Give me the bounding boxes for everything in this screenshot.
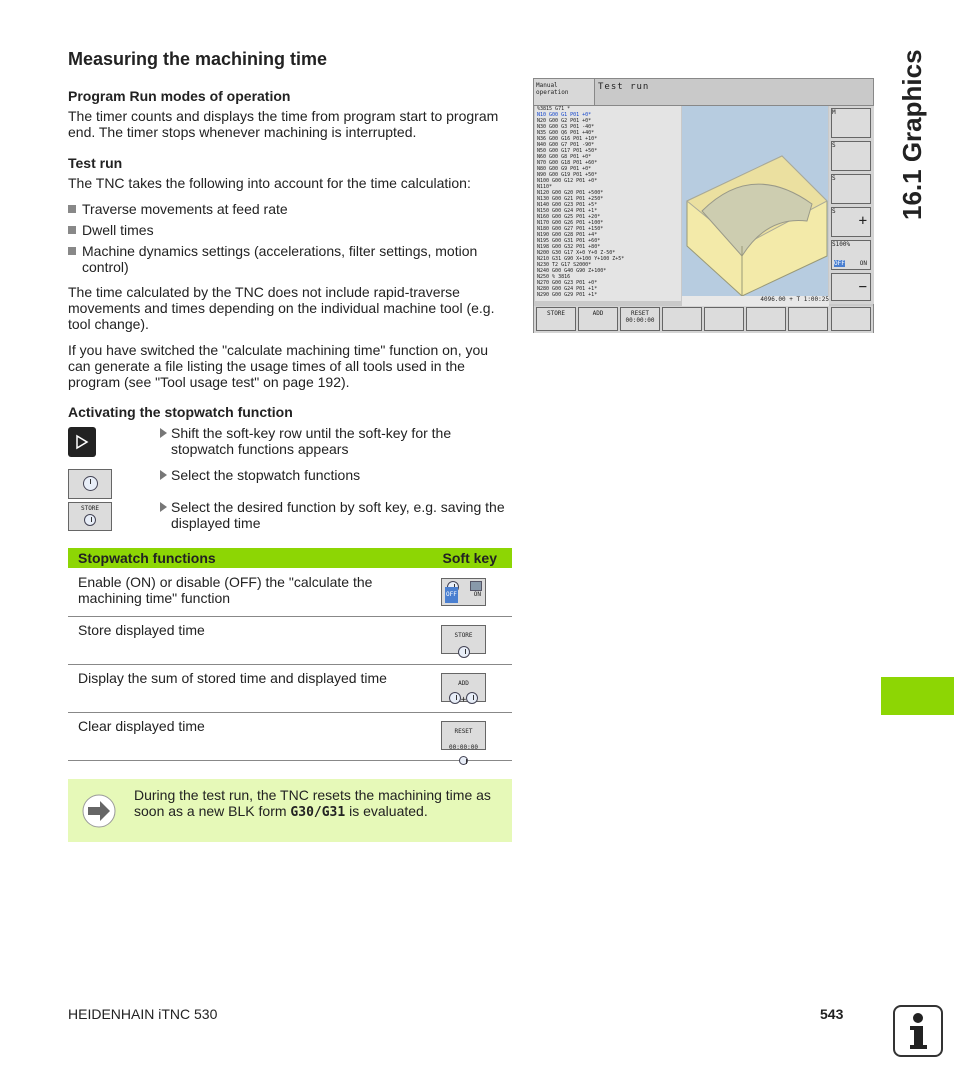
empty-softkey[interactable]	[746, 307, 786, 331]
empty-softkey[interactable]	[662, 307, 702, 331]
page-number: 543	[820, 1006, 844, 1022]
note-box	[68, 779, 512, 842]
clock-icon	[84, 514, 96, 526]
s-softkey[interactable]	[831, 141, 871, 171]
arrow-right-icon	[82, 794, 116, 828]
plus-icon: +	[858, 213, 867, 229]
step-item	[160, 467, 515, 483]
bullet-text: Dwell times	[82, 222, 154, 238]
status-text: 4096.00 + T 1:00:25	[760, 296, 829, 303]
store-softkey[interactable]	[441, 625, 486, 654]
plus-icon: +	[460, 695, 467, 705]
screen-store-softkey[interactable]	[536, 307, 576, 331]
add-softkey[interactable]	[441, 673, 486, 705]
play-arrow-icon	[68, 427, 96, 457]
time-toggle-softkey[interactable]	[441, 578, 486, 606]
reset-softkey[interactable]	[441, 721, 486, 750]
program-line: N30 G00 G3 P01 -40*	[537, 124, 595, 130]
on-label: ON	[473, 591, 481, 598]
off-label: OFF	[834, 260, 845, 267]
program-line: N250 % 3816	[537, 274, 571, 280]
softkey-time: 00:00:00	[625, 317, 655, 324]
program-line: N230 T2 G17 S2000*	[537, 262, 592, 268]
section-heading: Measuring the machining time	[68, 49, 328, 69]
softkey-label: STORE	[546, 310, 566, 317]
workpiece-graphic	[682, 106, 828, 301]
stopwatch-softkey[interactable]	[68, 469, 112, 499]
program-line: N180 G00 G27 P01 +150*	[537, 226, 604, 232]
reset-label: RESET	[454, 728, 473, 735]
row-scroll-softkey[interactable]	[831, 307, 871, 331]
program-line: N110*	[537, 184, 553, 190]
info-glyph	[895, 1007, 941, 1055]
clock-icon	[449, 692, 461, 704]
pct-label: S100%	[832, 241, 851, 248]
header-functions: Stopwatch functions	[78, 550, 216, 566]
program-line: N50 G00 G17 P01 +50*	[537, 148, 598, 154]
note-text-start: During the test run, the TNC resets the machining time as soon as a new BLK form	[134, 787, 491, 819]
program-line: N36 G00 G16 P01 +10*	[537, 136, 598, 142]
softkey-label: RESET	[630, 310, 650, 317]
test-run-para2: If you have switched the "calculate machining time" function on, you can generate a file listing the usage times of all tools used in the program (see "Tool usage test" on page 192).	[68, 342, 489, 390]
minus-softkey[interactable]	[831, 273, 871, 301]
step-item	[160, 499, 515, 531]
program-line: N10 G00 G1 P01 +0*	[537, 112, 592, 118]
chapter-title: 16.1 Graphics	[897, 49, 927, 220]
program-line: N90 G00 G19 P01 +50*	[537, 172, 598, 178]
mode-label: operation	[536, 89, 569, 96]
s100-softkey[interactable]	[831, 240, 871, 270]
m-label: M	[832, 109, 836, 116]
row-text: Store displayed time	[78, 622, 205, 638]
store-label: STORE	[454, 632, 473, 639]
program-line: N20 G00 G2 P01 +0*	[537, 118, 592, 124]
mode-label: Manual	[536, 82, 558, 89]
table-row	[68, 713, 512, 761]
m-softkey[interactable]	[831, 108, 871, 138]
program-line: N80 G00 G9 P01 +0*	[537, 166, 592, 172]
store-softkey[interactable]	[68, 502, 112, 531]
clock-icon	[459, 756, 468, 765]
step-text: Select the stopwatch functions	[171, 467, 361, 483]
note-text	[134, 787, 504, 821]
subheading-test-run: Test run	[68, 155, 123, 171]
table-header	[68, 548, 512, 568]
program-line: N290 G00 G29 P01 +1*	[537, 292, 598, 298]
s-label: S	[832, 208, 836, 215]
table-row	[68, 617, 512, 665]
store-label: STORE	[80, 505, 100, 512]
program-listing	[535, 106, 681, 301]
row-text: Display the sum of stored time and displayed time	[78, 670, 387, 686]
softkey-label: ADD	[592, 310, 604, 317]
bullet-item	[68, 243, 513, 275]
subheading-stopwatch: Activating the stopwatch function	[68, 404, 293, 420]
clock-icon	[466, 692, 478, 704]
note-text-end: is evaluated.	[345, 803, 428, 819]
on-label: ON	[859, 260, 867, 267]
note-code: G30/G31	[290, 805, 346, 820]
chapter-tab	[881, 677, 954, 715]
mode-panel	[534, 79, 595, 106]
test-run-intro: The TNC takes the following into account for the time calculation:	[68, 175, 471, 191]
off-label: OFF	[445, 587, 458, 603]
table-row	[68, 665, 512, 713]
test-run-para1: The time calculated by the TNC does not include rapid-traverse movements and times depending on the individual machine tool (e.g. tool change).	[68, 284, 495, 332]
program-line: N100 G00 G12 P01 +0*	[537, 178, 598, 184]
bullet-text: Machine dynamics settings (accelerations, filter settings, motion control)	[82, 243, 478, 275]
clock-icon	[83, 476, 98, 491]
graphics-window	[682, 106, 828, 301]
program-line: N150 G00 G24 P01 +1*	[537, 208, 598, 214]
header-softkey: Soft key	[442, 550, 497, 566]
screen-add-softkey[interactable]	[578, 307, 618, 331]
program-line: N160 G00 G25 P01 +20*	[537, 214, 601, 220]
program-line: %3815 G71 *	[537, 106, 571, 112]
step-item	[160, 425, 515, 457]
program-line: N190 G00 G28 P01 +4*	[537, 232, 598, 238]
table-row	[68, 569, 512, 617]
empty-softkey[interactable]	[704, 307, 744, 331]
program-line: N195 G00 G31 P01 +60*	[537, 238, 601, 244]
program-line: N35 G00 Q6 P01 +40*	[537, 130, 595, 136]
footer-manual-name: HEIDENHAIN iTNC 530	[68, 1006, 218, 1022]
step-text: Select the desired function by soft key, e.g. saving the displayed time	[171, 499, 505, 531]
s-label: S	[832, 142, 836, 149]
program-line: N130 G00 G21 P01 +250*	[537, 196, 604, 202]
status-bar	[682, 296, 829, 306]
title-bar	[594, 79, 873, 106]
mode-title: Test run	[598, 82, 650, 92]
program-line: N40 G00 G7 P01 -90*	[537, 142, 595, 148]
program-line: N200 G30 G17 X+0 Y+0 Z-50*	[537, 250, 616, 256]
s-softkey[interactable]	[831, 174, 871, 204]
program-line: N70 G00 G18 P01 +60*	[537, 160, 598, 166]
program-line: N210 G31 G90 X+100 Y+100 Z+5*	[537, 256, 625, 262]
program-line: N198 G00 G32 P01 +80*	[537, 244, 601, 250]
row-text: Clear displayed time	[78, 718, 205, 734]
s-plus-softkey[interactable]	[831, 207, 871, 237]
bullet-text: Traverse movements at feed rate	[82, 201, 288, 217]
program-run-text: The timer counts and displays the time from program start to program end. The timer stops whenever machining is interrupted.	[68, 108, 499, 140]
minus-icon: −	[858, 279, 867, 295]
subheading-program-run: Program Run modes of operation	[68, 88, 291, 104]
next-row-key-icon[interactable]	[68, 427, 96, 457]
vertical-softkeys	[829, 106, 874, 304]
empty-softkey[interactable]	[788, 307, 828, 331]
info-icon	[893, 1005, 943, 1057]
clock-icon	[458, 646, 470, 658]
screen-reset-softkey[interactable]	[620, 307, 660, 331]
program-line: N170 G00 G26 P01 +100*	[537, 220, 604, 226]
program-line: N60 G00 G8 P01 +0*	[537, 154, 592, 160]
program-line: N280 G00 G24 P01 +1*	[537, 286, 598, 292]
program-line: N270 G00 G23 P01 +0*	[537, 280, 598, 286]
program-line: N140 G00 G23 P01 +5*	[537, 202, 598, 208]
softkey-row	[534, 306, 873, 333]
reset-time: 00:00:00	[449, 744, 478, 751]
tnc-screen	[533, 78, 874, 333]
s-label: S	[832, 175, 836, 182]
add-label: ADD	[458, 680, 469, 687]
step-text: Shift the soft-key row until the soft-key for the stopwatch functions appears	[171, 425, 452, 457]
bullet-item	[68, 201, 513, 217]
row-text: Enable (ON) or disable (OFF) the "calculate the machining time" function	[78, 574, 373, 606]
program-line: N240 G00 G40 G90 Z+100*	[537, 268, 607, 274]
program-line: N120 G00 G20 P01 +500*	[537, 190, 604, 196]
bullet-item	[68, 222, 513, 238]
